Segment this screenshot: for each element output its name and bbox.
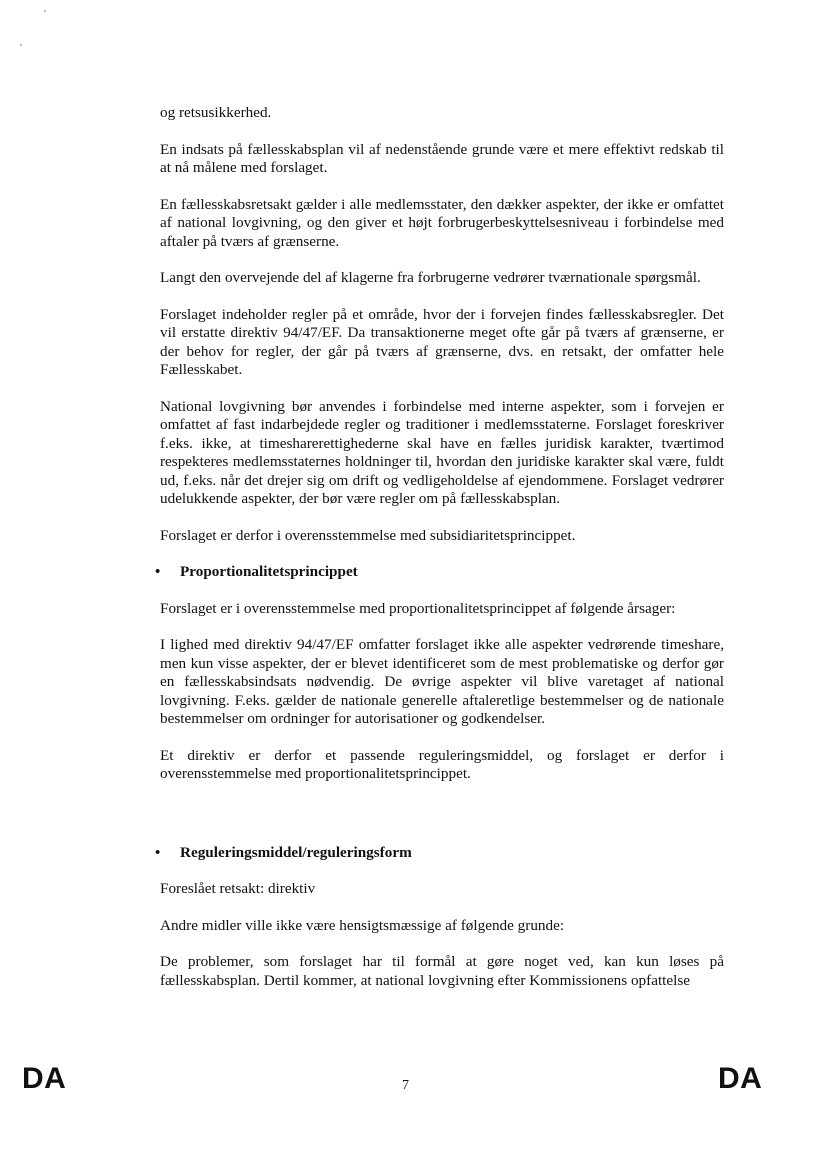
vertical-spacer xyxy=(160,802,724,844)
paragraph: Langt den overvejende del af klagerne fra forbrugerne vedrører tværnationale spørgsmål. xyxy=(160,269,701,286)
language-code-left: DA xyxy=(22,1062,67,1095)
page-number: 7 xyxy=(402,1078,409,1093)
section-heading-regulation xyxy=(155,844,724,863)
scan-artifact xyxy=(44,10,46,12)
paragraph: De problemer, som forslaget har til formål at gøre noget ved, kan kun løses på fællesskabsplan. Dertil kommer, at national lovgivning efter Kommissionens opfattelse xyxy=(160,953,724,989)
paragraph: Forslaget er derfor i overensstemmelse med subsidiaritetsprincippet. xyxy=(160,526,576,544)
paragraph: Foreslået retsakt: direktiv xyxy=(160,880,316,897)
paragraph: Forslaget er i overensstemmelse med proportionalitetsprincippet af følgende årsager: xyxy=(160,599,676,617)
paragraph: National lovgivning bør anvendes i forbindelse med interne aspekter, som i forvejen er omfattet af fast indarbejdede regler og traditioner i medlemsstaterne. Forslaget foreskriver f.eks. ikke, at timesharerettighederne skal have en fælles juridisk karakter, tværtimod respekteres medlemsstaternes holdninger til, hvordan den juridiske karakter skal være, fuldt ud, f.eks. når det drejer sig om drift og vedligeholdelse af ejendommene. Forslaget vedrører udelukkende aspekter, der bør være regler om på fællesskabsplan. xyxy=(160,397,724,507)
section-heading-proportionality xyxy=(155,563,724,582)
paragraph: En fællesskabsretsakt gælder i alle medlemsstater, den dækker aspekter, der ikke er omfattet af national lovgivning, og den giver et højt forbrugerbeskyttelsesniveau i forbindelse med aftaler på tværs af grænserne. xyxy=(160,195,724,250)
document-body xyxy=(155,104,724,1008)
section-heading-text: Reguleringsmiddel/reguleringsform xyxy=(180,843,412,861)
paragraph: I lighed med direktiv 94/47/EF omfatter forslaget ikke alle aspekter vedrørende timeshare, men kun visse aspekter, der er blevet identificeret som de mest problematiske og derfor gør en fællesskabsindsats nødvendig. De øvrige aspekter vil blive varetaget af national lovgivning. F.eks. gælder de nationale generelle aftaleretlige bestemmelser og de nationale bestemmelser om ordninger for autorisationer og godkendelser. xyxy=(160,636,724,727)
bullet-icon: • xyxy=(155,844,161,861)
bullet-icon: • xyxy=(155,564,161,580)
section-heading-text: Proportionalitetsprincippet xyxy=(180,563,358,580)
paragraph: Forslaget indeholder regler på et område, hvor der i forvejen findes fællesskabsregler. Det vil erstatte direktiv 94/47/EF. Da transaktionerne meget ofte går på tværs af grænserne, er der behov for regler, der går på tværs af grænserne, dvs. en retsakt, der omfatter hele Fællesskabet. xyxy=(160,305,724,378)
paragraph: En indsats på fællesskabsplan vil af nedenstående grunde være et mere effektivt redskab til at nå målene med forslaget. xyxy=(160,140,724,176)
scan-artifact xyxy=(20,44,22,46)
paragraph: Andre midler ville ikke være hensigtsmæssige af følgende grunde: xyxy=(160,916,565,934)
paragraph: og retsusikkerhed. xyxy=(160,104,272,121)
paragraph: Et direktiv er derfor et passende reguleringsmiddel, og forslaget er derfor i overensstemmelse med proportionalitetsprincippet. xyxy=(160,746,724,782)
language-code-right: DA xyxy=(718,1062,763,1095)
